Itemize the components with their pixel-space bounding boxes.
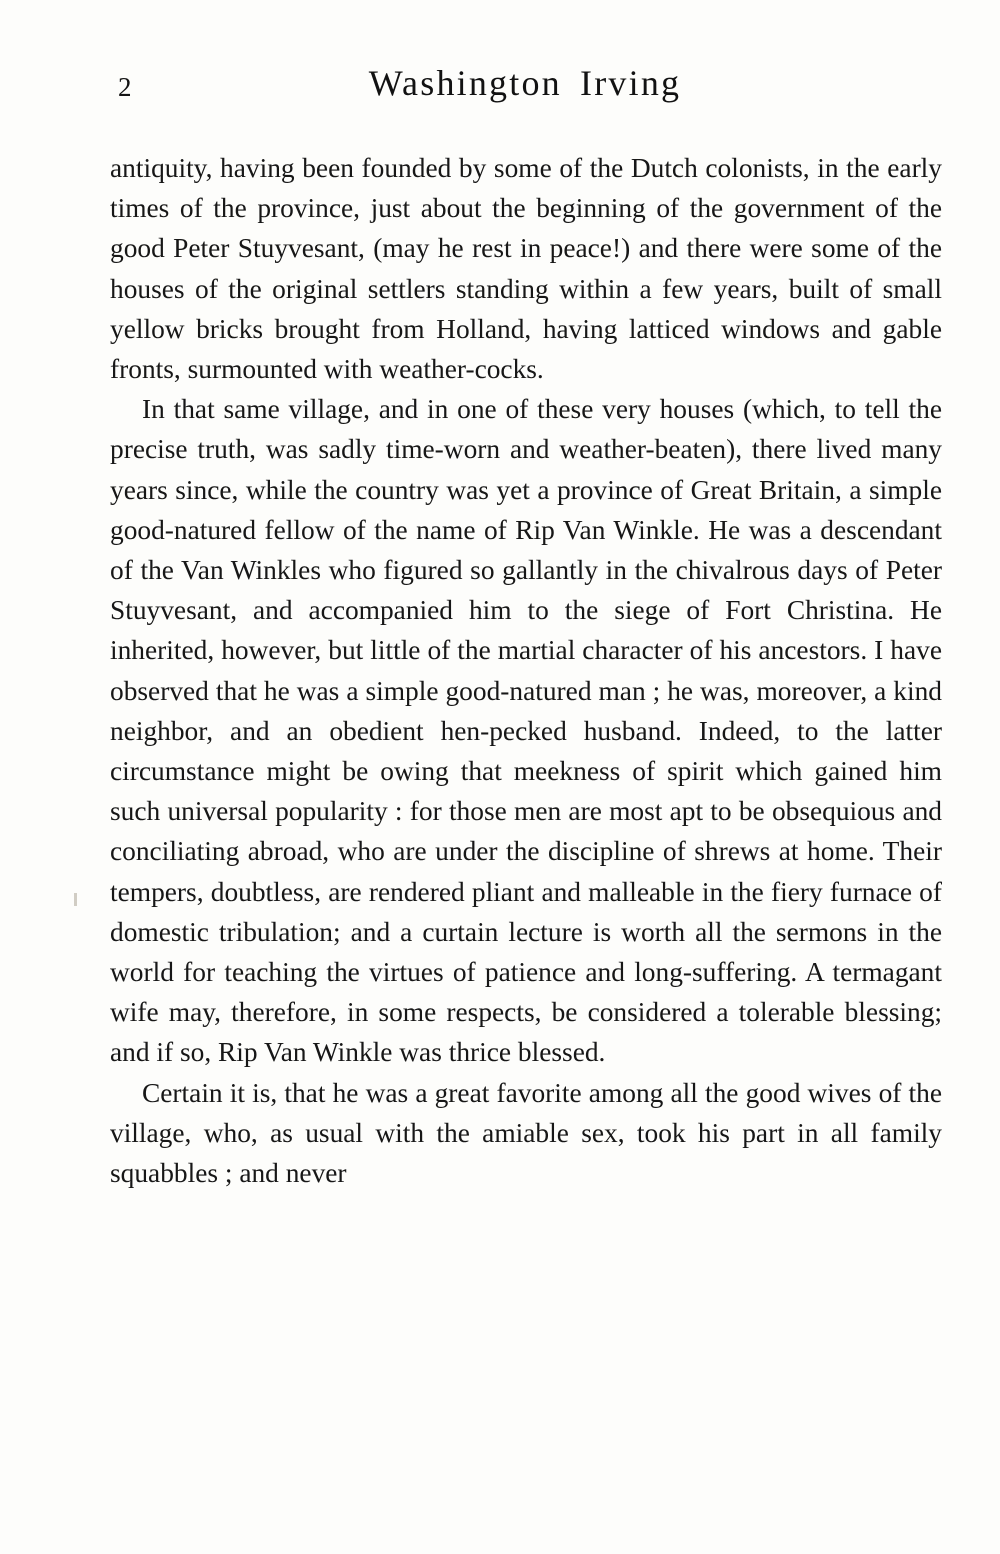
paragraph: In that same village, and in one of these very houses (which, to tell the precise truth, was sadly time-worn and weather-beaten), there lived many years since, while the country was yet a province of Great Britain, a simple good-natured fellow of the name of Rip Van Winkle. He was a descendant of the Van Winkles who figured so gallantly in the chivalrous days of Peter Stuyvesant, and accompanied him to the siege of Fort Christina. He inherited, however, but little of the martial character of his ancestors. I have observed that he was a simple good-natured man ; he was, moreover, a kind neighbor, and an obedient hen-pecked husband. Indeed, to the latter circumstance might be owing that meekness of spirit which gained him such universal popularity : for those men are most apt to be obsequious and conciliating abroad, who are under the discipline of shrews at home. Their tempers, doubtless, are rendered pliant and malleable in the fiery furnace of domestic tribulation; and a curtain lecture is worth all the sermons in the world for teaching the virtues of patience and long-suffering. A termagant wife may, therefore, in some respects, be considered a tolerable blessing; and if so, Rip Van Winkle was thrice blessed. bbox=[110, 394, 942, 1068]
page-header bbox=[110, 62, 940, 118]
page-number: 2 bbox=[118, 72, 132, 102]
paragraph: antiquity, having been founded by some of the Dutch colonists, in the early times of the province, just about the beginning of the government of the good Peter Stuyvesant, (may he rest in peace!) and there were some of the houses of the original settlers standing within a few years, built of small yellow bricks brought from Holland, having latticed windows and gable fronts, surmounted with weather-cocks. bbox=[110, 153, 942, 385]
scan-speck bbox=[74, 893, 77, 906]
paragraph: Certain it is, that he was a great favorite among all the good wives of the village, who, as usual with the amiable sex, took his part in all family squabbles ; and never bbox=[110, 1077, 942, 1189]
running-title: Washington Irving bbox=[368, 63, 682, 103]
page-body bbox=[110, 148, 942, 1193]
